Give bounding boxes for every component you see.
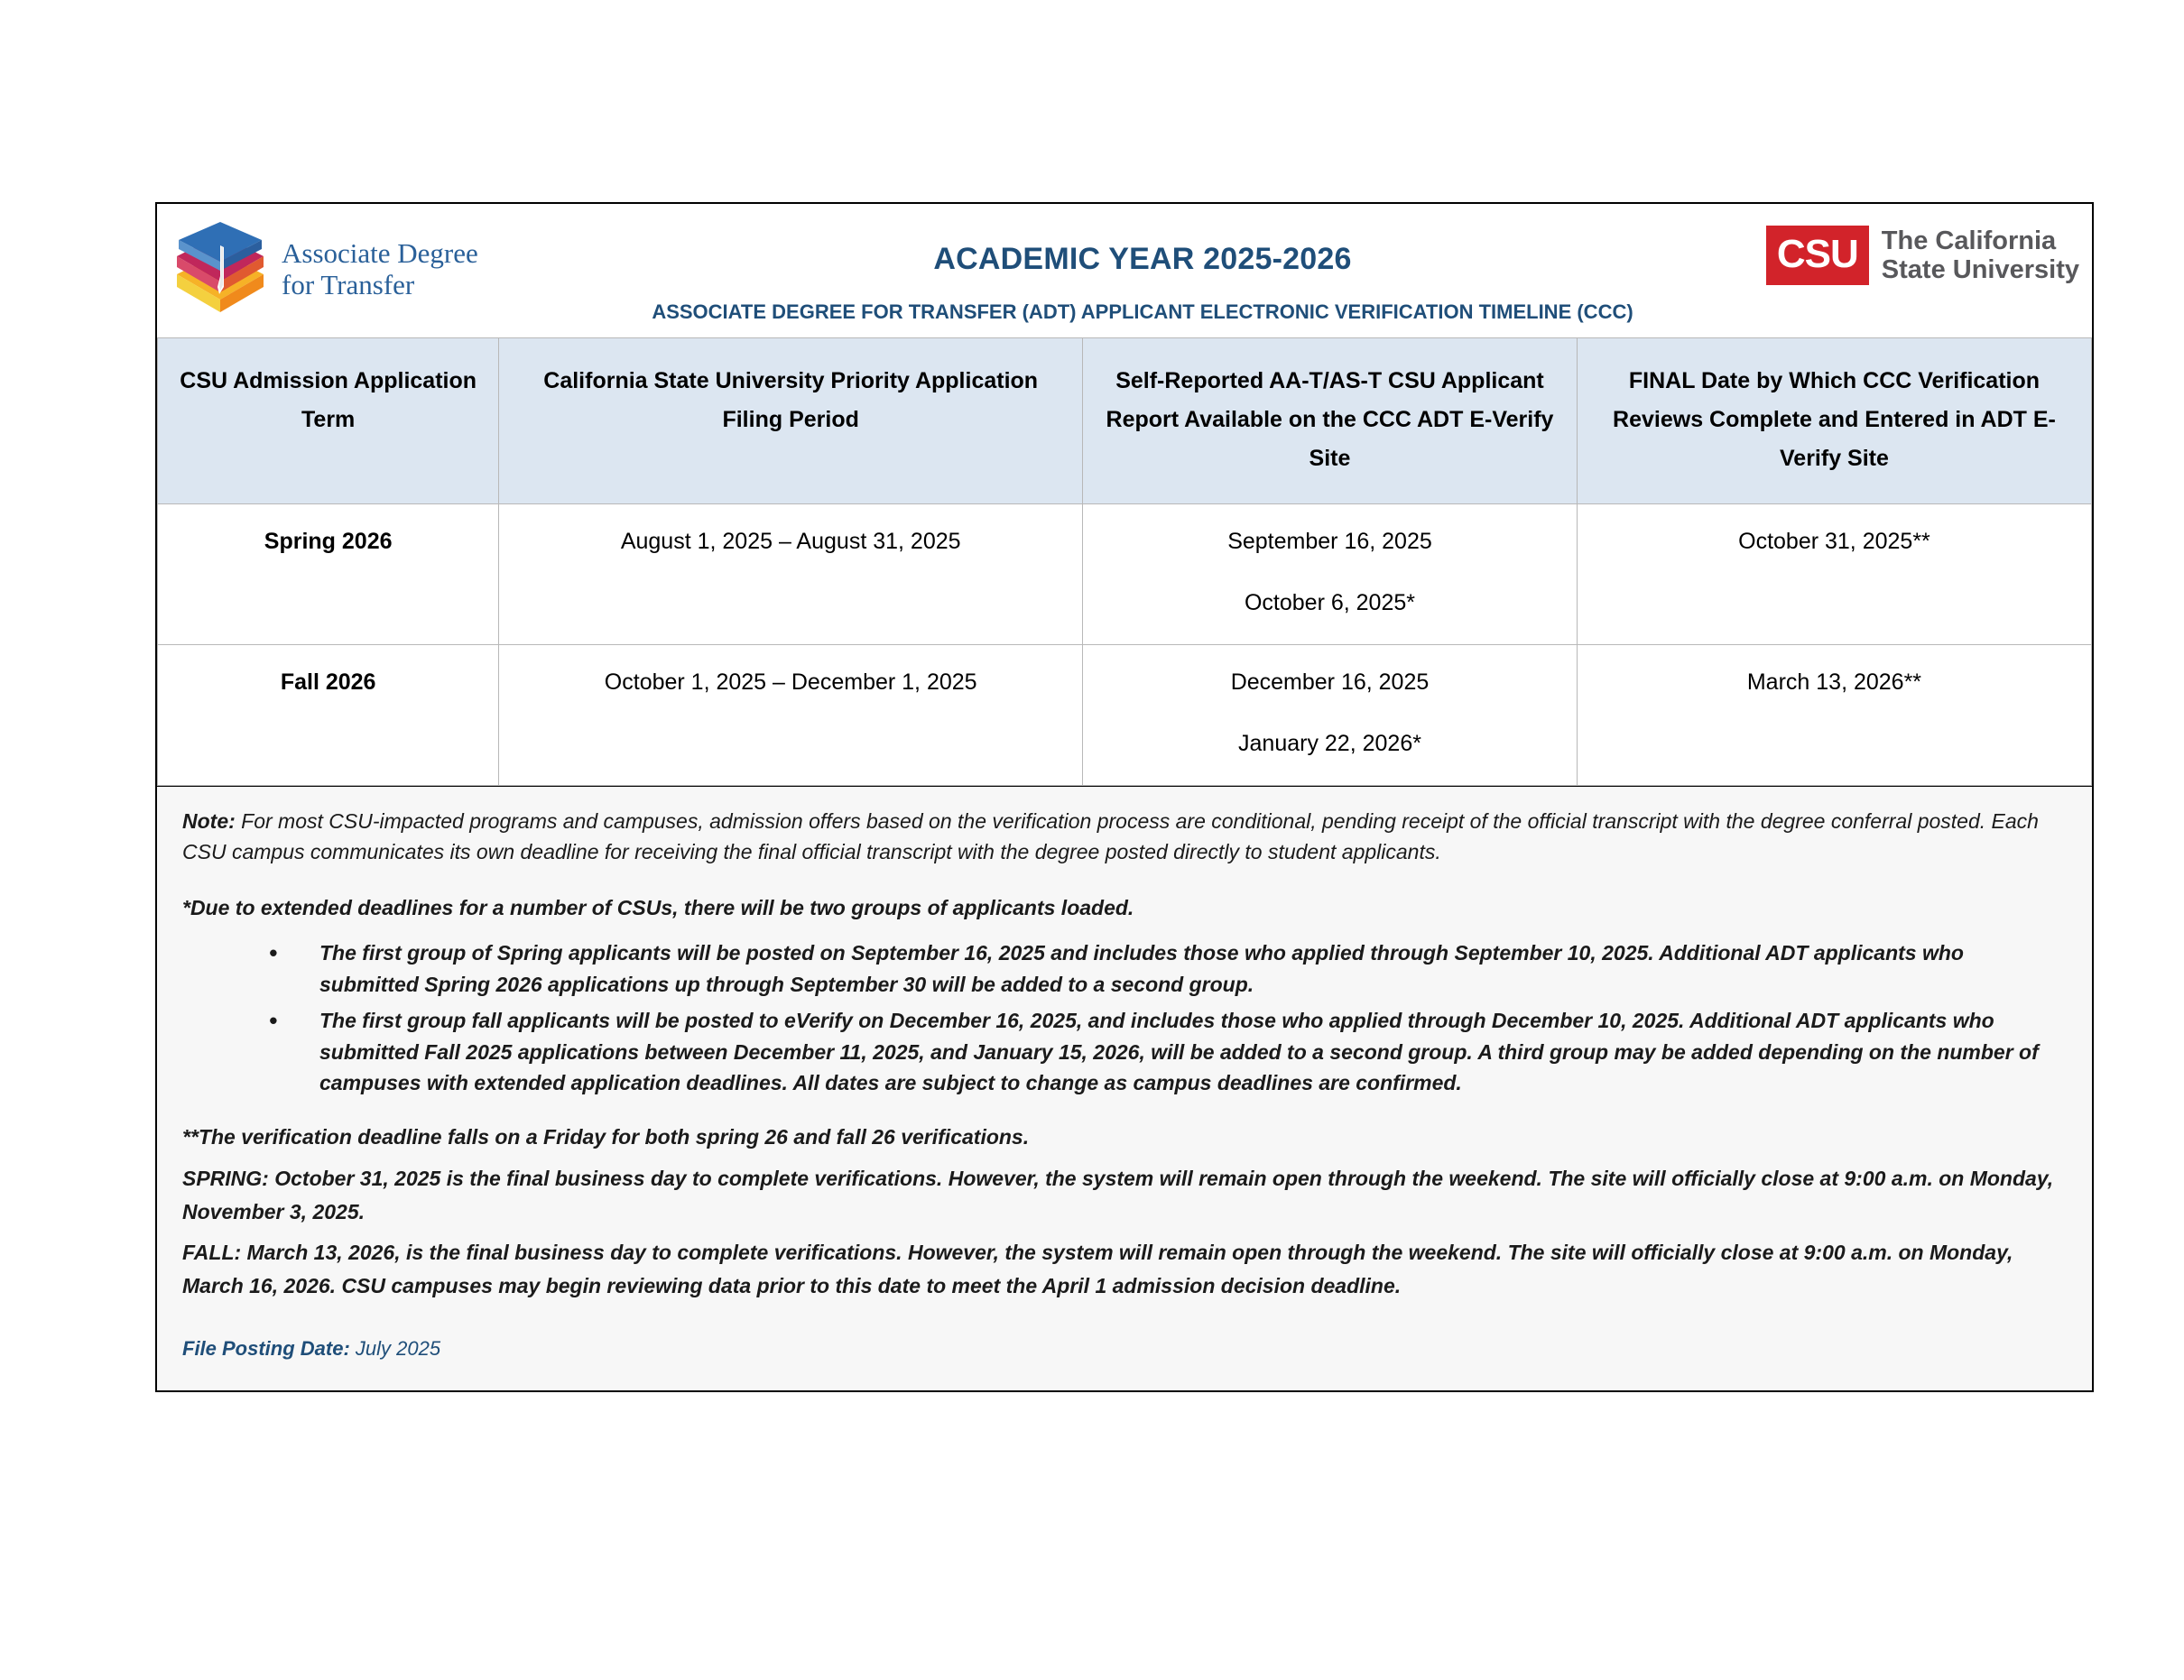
note-body: For most CSU-impacted programs and campuses, admission offers based on the verification process are conditional, pending receipt of the official transcript with the degree conferral posted. Each CSU campus communicates its own deadline for receiving the final official transcript with the degree posted directly to student applicants. — [182, 809, 2039, 863]
adt-wordmark-line2: for Transfer — [282, 269, 415, 300]
table-row — [158, 504, 2092, 645]
file-posting-date-label: File Posting Date: — [182, 1336, 350, 1360]
column-header-report-date: Self-Reported AA-T/AS-T CSU Applicant Report Available on the CCC ADT E-Verify Site — [1083, 338, 1578, 504]
note-main — [182, 807, 2067, 868]
note-double-asterisk: **The verification deadline falls on a Friday for both spring 26 and fall 26 verifications. — [182, 1124, 1030, 1149]
adt-graduation-cap-stack-icon — [170, 222, 269, 316]
document-header — [157, 204, 2092, 337]
note-single-asterisk: *Due to extended deadlines for a number of CSUs, there will be two groups of applicants loaded. — [182, 895, 1134, 919]
note-fall-detail: FALL: March 13, 2026, is the final business day to complete verifications. However, the system will remain open through the weekend. The site will officially close at 9:00 a.m. on Monday, March 16, 2026. CSU campuses may begin reviewing data prior to this date to meet the April 1 admission decision deadline. — [182, 1241, 2013, 1298]
table-header-row — [158, 338, 2092, 504]
cell-term-spring: Spring 2026 — [158, 504, 499, 645]
report-date-secondary-spring: October 6, 2025* — [1244, 589, 1415, 615]
adt-wordmark-line1: Associate Degree — [282, 236, 478, 269]
column-header-final-date: FINAL Date by Which CCC Verification Reviews Complete and Entered in ADT E-Verify Site — [1577, 338, 2091, 504]
header-titles — [549, 215, 1736, 328]
note-bullet-list — [182, 937, 2067, 1099]
csu-logo — [1736, 215, 2079, 328]
note-spring-detail: SPRING: October 31, 2025 is the final business day to complete verifications. However, the system will remain open through the weekend. The site will officially close at 9:00 a.m. on Monday, November 3, 2025. — [182, 1166, 2054, 1223]
list-item: • The first group of Spring applicants will be posted on September 16, 2025 and includes those who applied through September 10, 2025. Additional ADT applicants who submitted Spring 2026 applications up through September 30 will be added to a second group. — [269, 937, 2067, 1000]
report-date-secondary-fall: January 22, 2026* — [1238, 730, 1421, 756]
column-header-term: CSU Admission Application Term — [158, 338, 499, 504]
cell-report-dates-fall — [1083, 645, 1578, 786]
cell-term-fall: Fall 2026 — [158, 645, 499, 786]
cell-filing-period-fall: October 1, 2025 – December 1, 2025 — [499, 645, 1083, 786]
note-label: Note: — [182, 809, 236, 833]
cell-final-date-fall: March 13, 2026** — [1577, 645, 2091, 786]
notes-section — [157, 786, 2092, 1390]
csu-wordmark-line2: State University — [1881, 255, 2079, 284]
cell-final-date-spring: October 31, 2025** — [1577, 504, 2091, 645]
adt-logo — [170, 215, 549, 328]
page-title: ACADEMIC YEAR 2025-2026 — [933, 242, 1352, 276]
csu-wordmark — [1882, 226, 2079, 285]
list-item: • The first group fall applicants will be posted to eVerify on December 16, 2025, and includes those who applied through December 10, 2025. Additional ADT applicants who submitted Fall 2025 applications between December 11, 2025, and January 15, 2026, will be added to a second group. A third group may be added depending on the number of campuses with extended application deadlines. All dates are subject to change as campus deadlines are confirmed. — [269, 1005, 2067, 1099]
file-posting-date-value: July 2025 — [349, 1336, 441, 1360]
cell-filing-period-spring: August 1, 2025 – August 31, 2025 — [499, 504, 1083, 645]
csu-wordmark-line1: The California — [1881, 226, 2057, 255]
adt-wordmark — [282, 237, 478, 301]
cell-report-dates-spring — [1083, 504, 1578, 645]
report-date-primary-spring: September 16, 2025 — [1227, 529, 1432, 554]
csu-abbr-mark: CSU — [1766, 226, 1869, 285]
column-header-filing-period: California State University Priority Application Filing Period — [499, 338, 1083, 504]
table-row — [158, 645, 2092, 786]
report-date-primary-fall: December 16, 2025 — [1230, 669, 1430, 695]
document-page — [155, 202, 2094, 1392]
file-posting-date — [182, 1334, 2067, 1363]
page-subtitle: ASSOCIATE DEGREE FOR TRANSFER (ADT) APPLICANT ELECTRONIC VERIFICATION TIMELINE (CCC) — [652, 300, 1633, 323]
verification-timeline-table — [157, 337, 2092, 786]
